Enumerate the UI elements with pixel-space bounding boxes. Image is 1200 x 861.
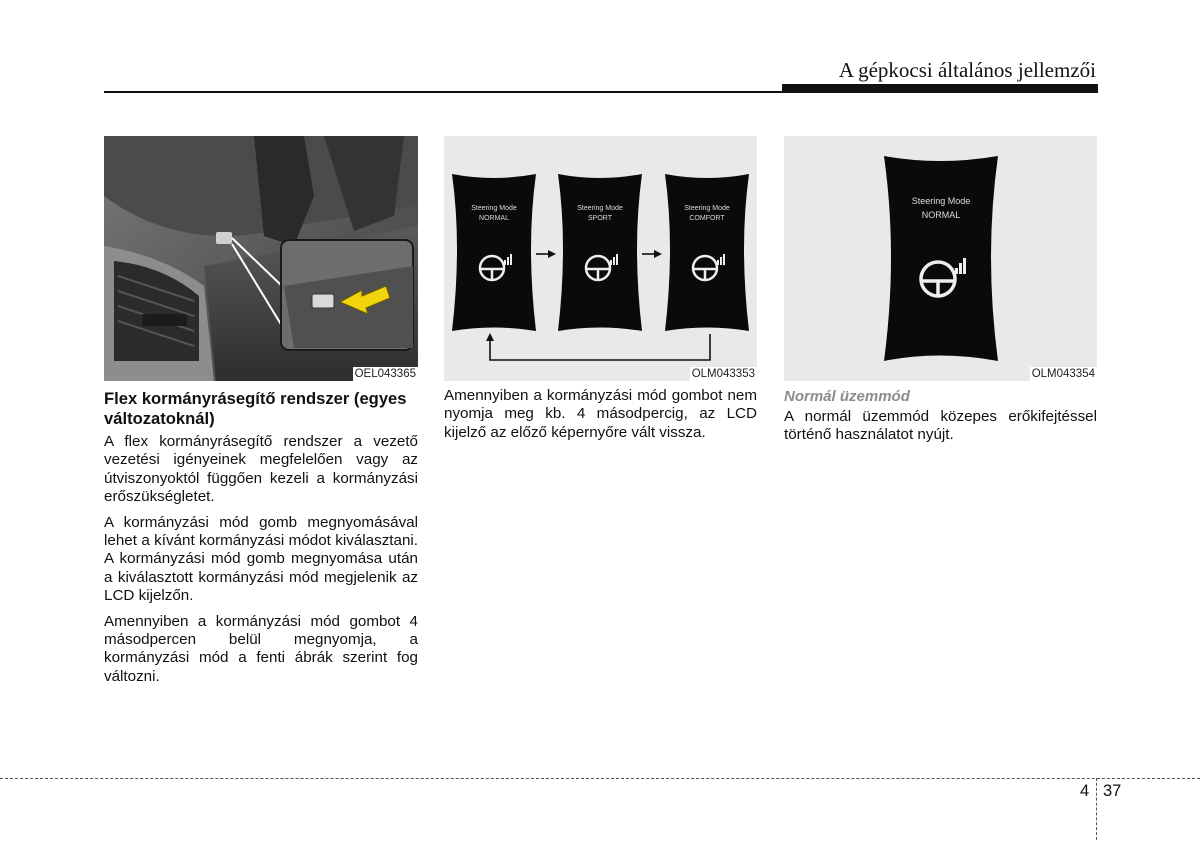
lcd-line1: Steering Mode [911, 196, 971, 206]
figure-code: OEL043365 [354, 368, 416, 380]
lcd-screen-sport [558, 174, 642, 331]
lcd-screen-comfort [665, 174, 749, 331]
lcd-line1: Steering Mode [471, 205, 517, 212]
paragraph: A kormányzási mód gomb megnyomásával lehet a kívánt kormányzási módot kiválasztani. A kormányzási mód gomb megnyomása után a kiválasztott kormányzási mód megjelenik az LCD kijelzőn. [104, 513, 418, 605]
subheading: Normál üzemmód [784, 388, 910, 405]
lcd-line1: Steering Mode [684, 205, 730, 212]
figure-code: OLM043353 [691, 368, 755, 380]
column-3 [784, 388, 1097, 452]
lcd-line2: NORMAL [921, 210, 961, 220]
header-rule-thick [782, 84, 1098, 93]
paragraph: Amennyiben a kormányzási mód gombot 4 másodpercen belül megnyomja, a kormányzási mód a fenti ábrák szerint fog változni. [104, 612, 418, 685]
mode-cycle-diagram [444, 136, 757, 381]
figure-code: OLM043354 [1031, 368, 1095, 380]
column-2 [444, 387, 757, 449]
footer-dashed-rule [0, 778, 1200, 779]
paragraph: Amennyiben a kormányzási mód gombot nem nyomja meg kb. 4 másodpercig, az LCD kijelző az előző képernyőre vált vissza. [444, 387, 757, 441]
paragraph: A normál üzemmód közepes erőkifejtéssel történő használatot nyújt. [784, 408, 1097, 444]
lcd-line2: NORMAL [479, 215, 509, 222]
section-heading: Flex kormányrásegítő rendszer (egyes változatoknál) [104, 389, 407, 428]
lcd-line2: SPORT [588, 215, 612, 222]
figure-normal-mode [784, 136, 1097, 381]
figure-mode-cycle [444, 136, 757, 381]
dashboard-photo [104, 136, 418, 381]
lcd-line1: Steering Mode [577, 205, 623, 212]
running-header-title: A gépkocsi általános jellemzői [838, 58, 1096, 82]
column-1 [104, 389, 418, 693]
footer-dashed-divider [1096, 778, 1097, 840]
paragraph: A flex kormányrásegítő rendszer a vezető vezetési igényeinek megfelelően vagy az útviszonyoktól függően kezeli a kormányzási erőszükségletet. [104, 433, 418, 506]
lcd-screen-normal [452, 174, 536, 331]
lcd-line2: COMFORT [689, 215, 725, 222]
figure-steering-mode-button [104, 136, 418, 381]
header-rule-thin [104, 91, 784, 93]
chapter-number: 4 [1080, 782, 1090, 800]
normal-mode-display [784, 136, 1097, 381]
page-number: 37 [1103, 782, 1122, 800]
